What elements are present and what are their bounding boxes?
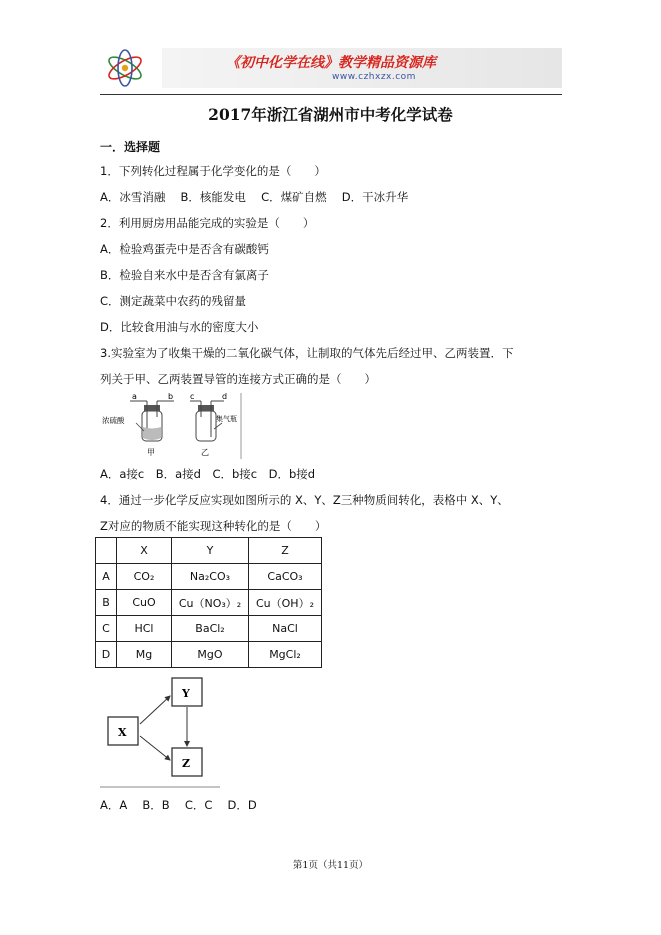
label-c: c xyxy=(190,393,195,401)
banner-url: www.czhxzx.com xyxy=(332,72,416,82)
node-y: Y xyxy=(182,687,190,700)
table-cell xyxy=(96,538,117,564)
table-cell: C xyxy=(96,616,117,642)
q3-apparatus-figure xyxy=(100,393,245,459)
q2-option-a: A．检验鸡蛋壳中是否含有碳酸钙 xyxy=(100,242,269,256)
q2-option-d: D．比较食用油与水的密度大小 xyxy=(100,320,259,334)
label-a: a xyxy=(132,393,137,401)
table-cell: Cu（NO₃）₂ xyxy=(172,590,249,616)
q2-option-b: B．检验自来水中是否含有氯离子 xyxy=(100,268,269,282)
table-cell: Y xyxy=(172,538,249,564)
label-jia: 甲 xyxy=(147,448,155,457)
q1-stem: 1．下列转化过程属于化学变化的是（ ） xyxy=(100,164,326,178)
table-cell: CaCO₃ xyxy=(249,564,322,590)
node-x: X xyxy=(118,726,127,739)
table-row xyxy=(96,564,322,590)
q2-stem: 2．利用厨房用品能完成的实验是（ ） xyxy=(100,216,315,230)
table-cell: Cu（OH）₂ xyxy=(249,590,322,616)
page-footer: 第1页（共11页） xyxy=(292,860,369,871)
atom-logo-icon xyxy=(102,46,148,90)
label-sulfuric-acid: 浓硫酸 xyxy=(102,416,125,425)
table-row xyxy=(96,642,322,668)
page-title: 2017年浙江省湖州市中考化学试卷 xyxy=(208,105,453,124)
header-rule xyxy=(100,94,562,95)
table-cell: Na₂CO₃ xyxy=(172,564,249,590)
table-cell: HCl xyxy=(117,616,172,642)
q3-options: A．a接c B．a接d C．b接c D．b接d xyxy=(100,467,316,481)
banner-title: 《初中化学在线》教学精品资源库 xyxy=(226,55,436,71)
q4-conversion-diagram xyxy=(100,674,225,789)
table-cell: A xyxy=(96,564,117,590)
q4-table xyxy=(95,537,322,668)
table-header-row xyxy=(96,538,322,564)
table-cell: BaCl₂ xyxy=(172,616,249,642)
label-gas-bottle: 集气瓶 xyxy=(216,415,237,423)
q4-options: A．A B．B C．C D．D xyxy=(100,798,257,812)
q3-stem-line1: 3.实验室为了收集干燥的二氧化碳气体，让制取的气体先后经过甲、乙两装置．下 xyxy=(100,346,514,360)
q1-options: A．冰雪消融 B．核能发电 C．煤矿自燃 D．干冰升华 xyxy=(100,190,409,204)
table-cell: CuO xyxy=(117,590,172,616)
section-heading: 一．选择题 xyxy=(100,140,161,154)
table-row xyxy=(96,616,322,642)
q2-option-c: C．测定蔬菜中农药的残留量 xyxy=(100,294,247,308)
table-cell: MgO xyxy=(172,642,249,668)
q4-stem-line1: 4．通过一步化学反应实现如图所示的 X、Y、Z三种物质间转化，表格中 X、Y、 xyxy=(100,493,509,507)
node-z: Z xyxy=(182,757,191,770)
label-d: d xyxy=(222,393,228,401)
label-b: b xyxy=(168,393,174,401)
table-cell: CO₂ xyxy=(117,564,172,590)
table-cell: X xyxy=(117,538,172,564)
table-cell: NaCl xyxy=(249,616,322,642)
table-cell: D xyxy=(96,642,117,668)
q4-stem-line2: Z对应的物质不能实现这种转化的是（ ） xyxy=(100,519,327,533)
table-cell: MgCl₂ xyxy=(249,642,322,668)
header-banner xyxy=(100,46,562,90)
q3-stem-line2: 列关于甲、乙两装置导管的连接方式正确的是（ ） xyxy=(100,372,376,386)
table-cell: Mg xyxy=(117,642,172,668)
table-row xyxy=(96,590,322,616)
table-cell: B xyxy=(96,590,117,616)
table-cell: Z xyxy=(249,538,322,564)
label-yi: 乙 xyxy=(201,448,209,457)
